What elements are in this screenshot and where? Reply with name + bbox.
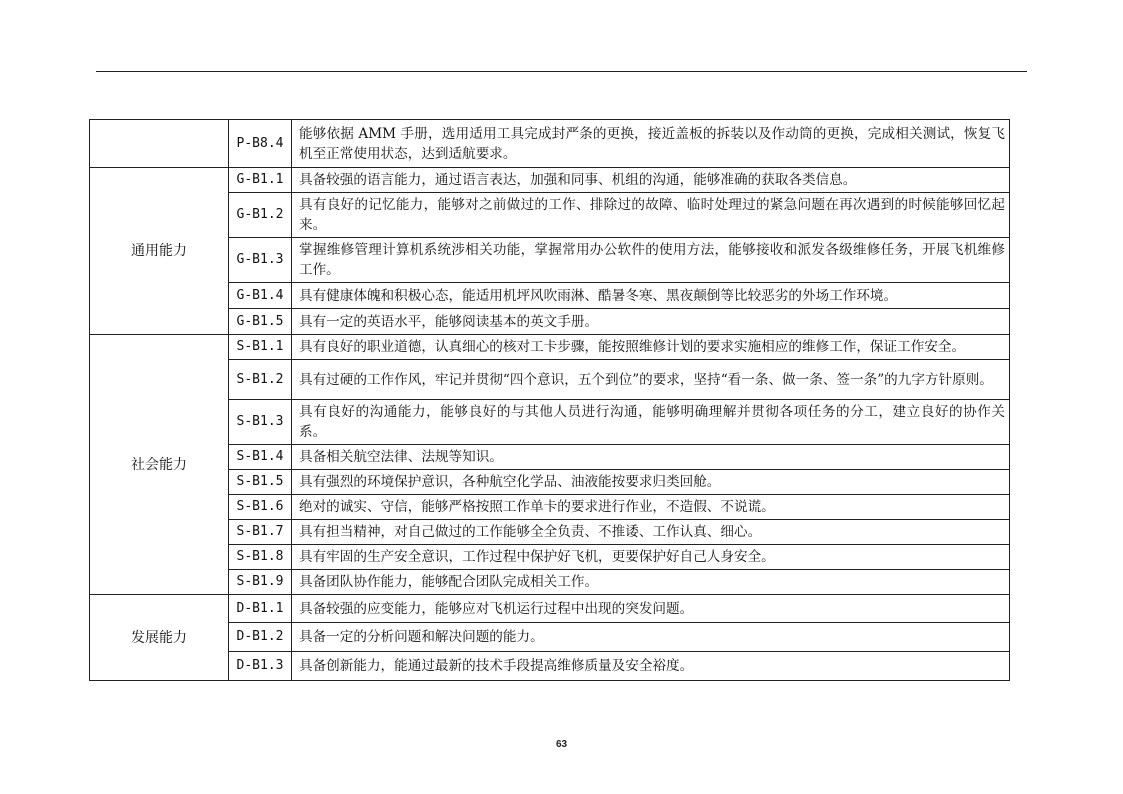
description-cell: 具备相关航空法律、法规等知识。 bbox=[292, 445, 1010, 470]
table-row bbox=[90, 168, 1010, 193]
table-row bbox=[90, 120, 1010, 168]
code-cell: D-B1.3 bbox=[229, 652, 292, 681]
code-cell: G-B1.2 bbox=[229, 193, 292, 238]
category-cell: 社会能力 bbox=[90, 335, 229, 595]
description-cell: 具备一定的分析问题和解决问题的能力。 bbox=[292, 623, 1010, 652]
table-row bbox=[90, 595, 1010, 623]
code-cell: S-B1.1 bbox=[229, 335, 292, 360]
table-row bbox=[90, 335, 1010, 360]
description-cell: 具有担当精神，对自己做过的工作能够全全负责、不推诿、工作认真、细心。 bbox=[292, 520, 1010, 545]
code-cell: S-B1.4 bbox=[229, 445, 292, 470]
description-cell: 具有良好的职业道德，认真细心的核对工卡步骤，能按照维修计划的要求实施相应的维修工作，保证工作安全。 bbox=[292, 335, 1010, 360]
description-cell: 掌握维修管理计算机系统涉相关功能，掌握常用办公软件的使用方法，能够接收和派发各级维修任务，开展飞机维修工作。 bbox=[292, 238, 1010, 283]
code-cell: G-B1.1 bbox=[229, 168, 292, 193]
code-cell: S-B1.6 bbox=[229, 495, 292, 520]
page-number: 63 bbox=[555, 739, 568, 750]
code-cell: D-B1.1 bbox=[229, 595, 292, 623]
description-cell: 具有强烈的环境保护意识，各种航空化学品、油液能按要求归类回舱。 bbox=[292, 470, 1010, 495]
code-cell: G-B1.3 bbox=[229, 238, 292, 283]
code-cell: S-B1.9 bbox=[229, 570, 292, 595]
category-cell: 发展能力 bbox=[90, 595, 229, 681]
code-cell: S-B1.5 bbox=[229, 470, 292, 495]
code-cell: S-B1.2 bbox=[229, 360, 292, 400]
code-cell: P-B8.4 bbox=[229, 120, 292, 168]
description-cell: 具有过硬的工作作风，牢记并贯彻“四个意识，五个到位”的要求，坚持“看一条、做一条、签一条”的九字方针原则。 bbox=[292, 360, 1010, 400]
description-cell: 具有良好的沟通能力，能够良好的与其他人员进行沟通，能够明确理解并贯彻各项任务的分工，建立良好的协作关系。 bbox=[292, 400, 1010, 445]
description-cell: 具有良好的记忆能力，能够对之前做过的工作、排除过的故障、临时处理过的紧急问题在再次遇到的时候能够回忆起来。 bbox=[292, 193, 1010, 238]
description-cell: 具有牢固的生产安全意识，工作过程中保护好飞机，更要保护好自己人身安全。 bbox=[292, 545, 1010, 570]
code-cell: G-B1.4 bbox=[229, 283, 292, 309]
header-rule bbox=[96, 71, 1027, 72]
code-cell: S-B1.7 bbox=[229, 520, 292, 545]
category-cell: 通用能力 bbox=[90, 168, 229, 335]
description-cell: 能够依据 AMM 手册，选用适用工具完成封严条的更换，接近盖板的拆装以及作动筒的更换，完成相关测试，恢复飞机至正常使用状态，达到适航要求。 bbox=[292, 120, 1010, 168]
category-cell bbox=[90, 120, 229, 168]
competency-table-body bbox=[90, 120, 1010, 681]
description-cell: 具有一定的英语水平，能够阅读基本的英文手册。 bbox=[292, 309, 1010, 335]
description-cell: 绝对的诚实、守信，能够严格按照工作单卡的要求进行作业，不造假、不说谎。 bbox=[292, 495, 1010, 520]
competency-table bbox=[89, 119, 1010, 681]
description-cell: 具有健康体魄和积极心态，能适用机坪风吹雨淋、酷暑冬寒、黑夜颠倒等比较恶劣的外场工作环境。 bbox=[292, 283, 1010, 309]
description-cell: 具备较强的应变能力，能够应对飞机运行过程中出现的突发问题。 bbox=[292, 595, 1010, 623]
description-cell: 具备较强的语言能力，通过语言表达，加强和同事、机组的沟通，能够准确的获取各类信息。 bbox=[292, 168, 1010, 193]
code-cell: S-B1.3 bbox=[229, 400, 292, 445]
code-cell: D-B1.2 bbox=[229, 623, 292, 652]
code-cell: G-B1.5 bbox=[229, 309, 292, 335]
code-cell: S-B1.8 bbox=[229, 545, 292, 570]
description-cell: 具备创新能力，能通过最新的技术手段提高维修质量及安全裕度。 bbox=[292, 652, 1010, 681]
description-cell: 具备团队协作能力，能够配合团队完成相关工作。 bbox=[292, 570, 1010, 595]
